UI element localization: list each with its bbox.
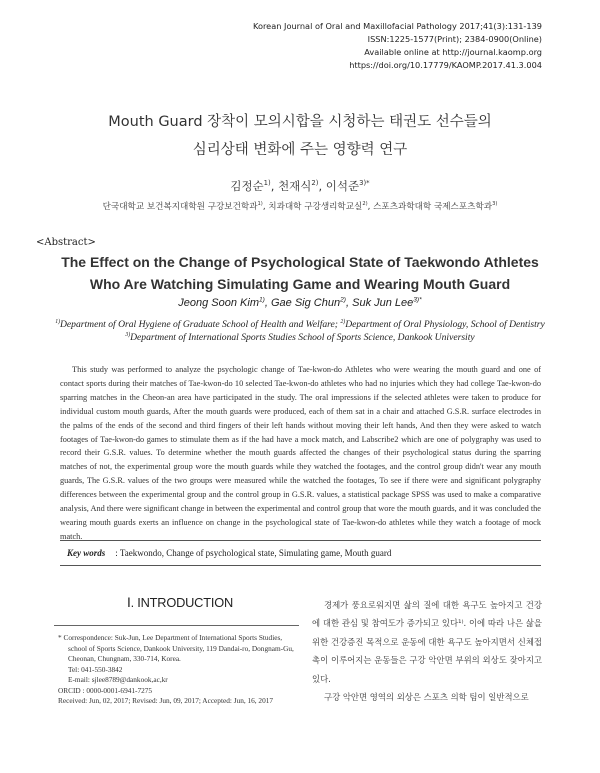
journal-header <box>253 20 542 72</box>
korean-authors: 김정순$^{1)}$, 천재식$^{2)}$, 이석준$^{3)*}$ <box>230 179 370 193</box>
introduction-heading: Ⅰ. INTRODUCTION <box>127 595 233 610</box>
affiliation-sup: 2) <box>340 318 346 325</box>
author-name: Suk Jun Lee <box>352 297 414 309</box>
correspondence-footnote <box>58 633 302 707</box>
correspondence-email[interactable]: E-mail: sjlee8789@dankook,ac,kr <box>68 675 168 684</box>
english-title <box>0 251 600 295</box>
english-affiliation-line1 <box>0 318 600 331</box>
author-name: 이석준 <box>325 179 360 193</box>
affiliation-sup: 1) <box>55 318 60 325</box>
author-name: Jeong Soon Kim <box>178 297 259 309</box>
author-name: 김정순 <box>230 179 264 193</box>
affiliation-text: Department of International Sports Studies School of Sports Science, Dankook University <box>130 332 475 343</box>
affiliation-text: Department of Oral Hygiene of Graduate School of Health and Welfare; <box>60 319 341 330</box>
author-sup: 2) <box>340 296 346 304</box>
affiliation-text: Department of Oral Physiology, School of Dentistry <box>345 319 545 330</box>
author-name: 천재식 <box>278 179 312 193</box>
korean-affiliations: 단국대학교 보건복지대학원 구강보건학과$^{1)}$, 치과대학 구강생리학교실$^{2)}$, 스포츠과학대학 국제스포츠학과$^{3)}$ <box>102 201 498 212</box>
affiliation: 단국대학교 보건복지대학원 구강보건학과 <box>102 202 258 212</box>
affiliation-sup: 1) <box>257 201 263 208</box>
affiliation-sup: 3) <box>125 331 131 338</box>
received-dates: Received: Jun, 02, 2017; Revised: Jun, 09, 2017; Accepted: Jun, 16, 2017 <box>58 696 274 705</box>
introduction-body <box>312 596 542 706</box>
keywords-bottom-rule <box>60 565 541 566</box>
affiliation-sup: 2) <box>362 201 368 208</box>
author-sup: 3)* <box>413 296 422 304</box>
keywords <box>67 548 391 558</box>
author-sup: 2) <box>311 179 319 188</box>
footnote-rule <box>54 625 299 626</box>
journal-doi[interactable]: https://doi.org/10.17779/KAOMP.2017.41.3.004 <box>349 60 542 70</box>
journal-url[interactable]: Available online at http://journal.kaomp.org <box>364 47 542 57</box>
author-sup: 3)* <box>359 179 370 188</box>
keywords-label: Key words <box>67 548 106 558</box>
author-sup: 1) <box>259 296 265 304</box>
author-name: Gae Sig Chun <box>271 297 341 309</box>
correspondence-address: * Correspondence: Suk-Jun, Lee Department of International Sports Studies, school of Sports Science, Dankook University, 119 Dandai-ro, Dongnam-Gu, Cheonan, Chungnam, 330-714, Korea. <box>58 633 294 663</box>
korean-title-line1: Mouth Guard 장착이 모의시합을 시청하는 태권도 선수들의 <box>108 114 492 130</box>
abstract-body: This study was performed to analyze the psychologic change of Tae-kwon-do Athletes who were wearing the mouth guard and one of contact sports during their matches of Tae-kwon-do 10 selected Tae-kwon-do athletes who had no injuries which they had college Tae-kwon-do sparring matches in the Cheon-an area have participated in the study. The oral impressions if the selected athletes were taken to produce for individual custom mouth guards, After the mouth guards were produced, each of them sat in a chair and attached G.S.R. surface electrodes in the palms of the ends of the second and third fingers of their left hands without moving their left hands, And then they were asked to watch footages of Tae-kwon-do games to stimulate them as if the had have a mock match, and Labscribe2 which are one of polygraphy was used to record their G.S.R. values. To determine whether the mouth guards affected the changes of their psychological status during the sparring matches of not, the experimental group wore the mouth guards while they watched the footages, and the control group didn't wear any mouth guards, The G.S.R. values of the two groups were measured while the watched the footages, To see if there were and significant polygraphy differences between the experimental group and the control group in G.S.R. values, a statistical package SPSS was used to make a comparative analysis, And there were significant change in between the experimental and control group that wore the mouth guards, and it was concluded the wearing mouth guards exerts an influence on change in the psychological state of Tae-kwon-do athletes while they watch a footage of mock match. <box>60 365 541 541</box>
correspondence-tel: Tel: 041-550-3842 <box>68 664 123 674</box>
english-authors: Jeong Soon Kim$^{1)}$, Gae Sig Chun$^{2)}$, Suk Jun Lee$^{3)*}$ <box>178 296 422 309</box>
keywords-top-rule <box>60 540 541 541</box>
author-sup: 1) <box>263 179 271 188</box>
affiliation: 스포츠과학대학 국제스포츠학과 <box>373 202 493 212</box>
english-affiliations <box>0 318 600 344</box>
intro-paragraph: 구강 악안면 영역의 외상은 스포츠 의학 팀이 일반적으로 <box>324 692 529 703</box>
affiliation: 치과대학 구강생리학교실 <box>268 202 363 212</box>
english-title-line2: Who Are Watching Simulating Game and Wearing Mouth Guard <box>89 276 511 292</box>
english-title-line1: The Effect on the Change of Psychological State of Taekwondo Athletes <box>61 254 539 270</box>
keywords-list: : Taekwondo, Change of psychological state, Simulating game, Mouth guard <box>115 548 392 558</box>
journal-citation: Korean Journal of Oral and Maxillofacial Pathology 2017;41(3):131-139 <box>253 21 542 31</box>
english-affiliation-line2 <box>0 331 600 344</box>
affiliation-sup: 3) <box>492 201 498 208</box>
journal-issn: ISSN:1225-1577(Print); 2384-0900(Online) <box>367 34 542 44</box>
korean-title <box>0 108 600 164</box>
abstract-label: <Abstract> <box>36 237 96 248</box>
intro-paragraph: 경제가 풍요로워지면 삶의 질에 대한 욕구도 높아지고 건강에 대한 관심 및 참여도가 증가되고 있다¹⁾. 이에 따라 나은 삶을 위한 건강증진 목적으로 운동에 대한 욕구도 높아지면서 신체접촉이 이루어지는 운동들은 구강 악안면 부위의 외상도 잦아지고 있다. <box>312 600 542 684</box>
korean-title-line2: 심리상태 변화에 주는 영향력 연구 <box>192 142 408 158</box>
orcid: ORCID : 0000-0001-6941-7275 <box>58 685 153 695</box>
